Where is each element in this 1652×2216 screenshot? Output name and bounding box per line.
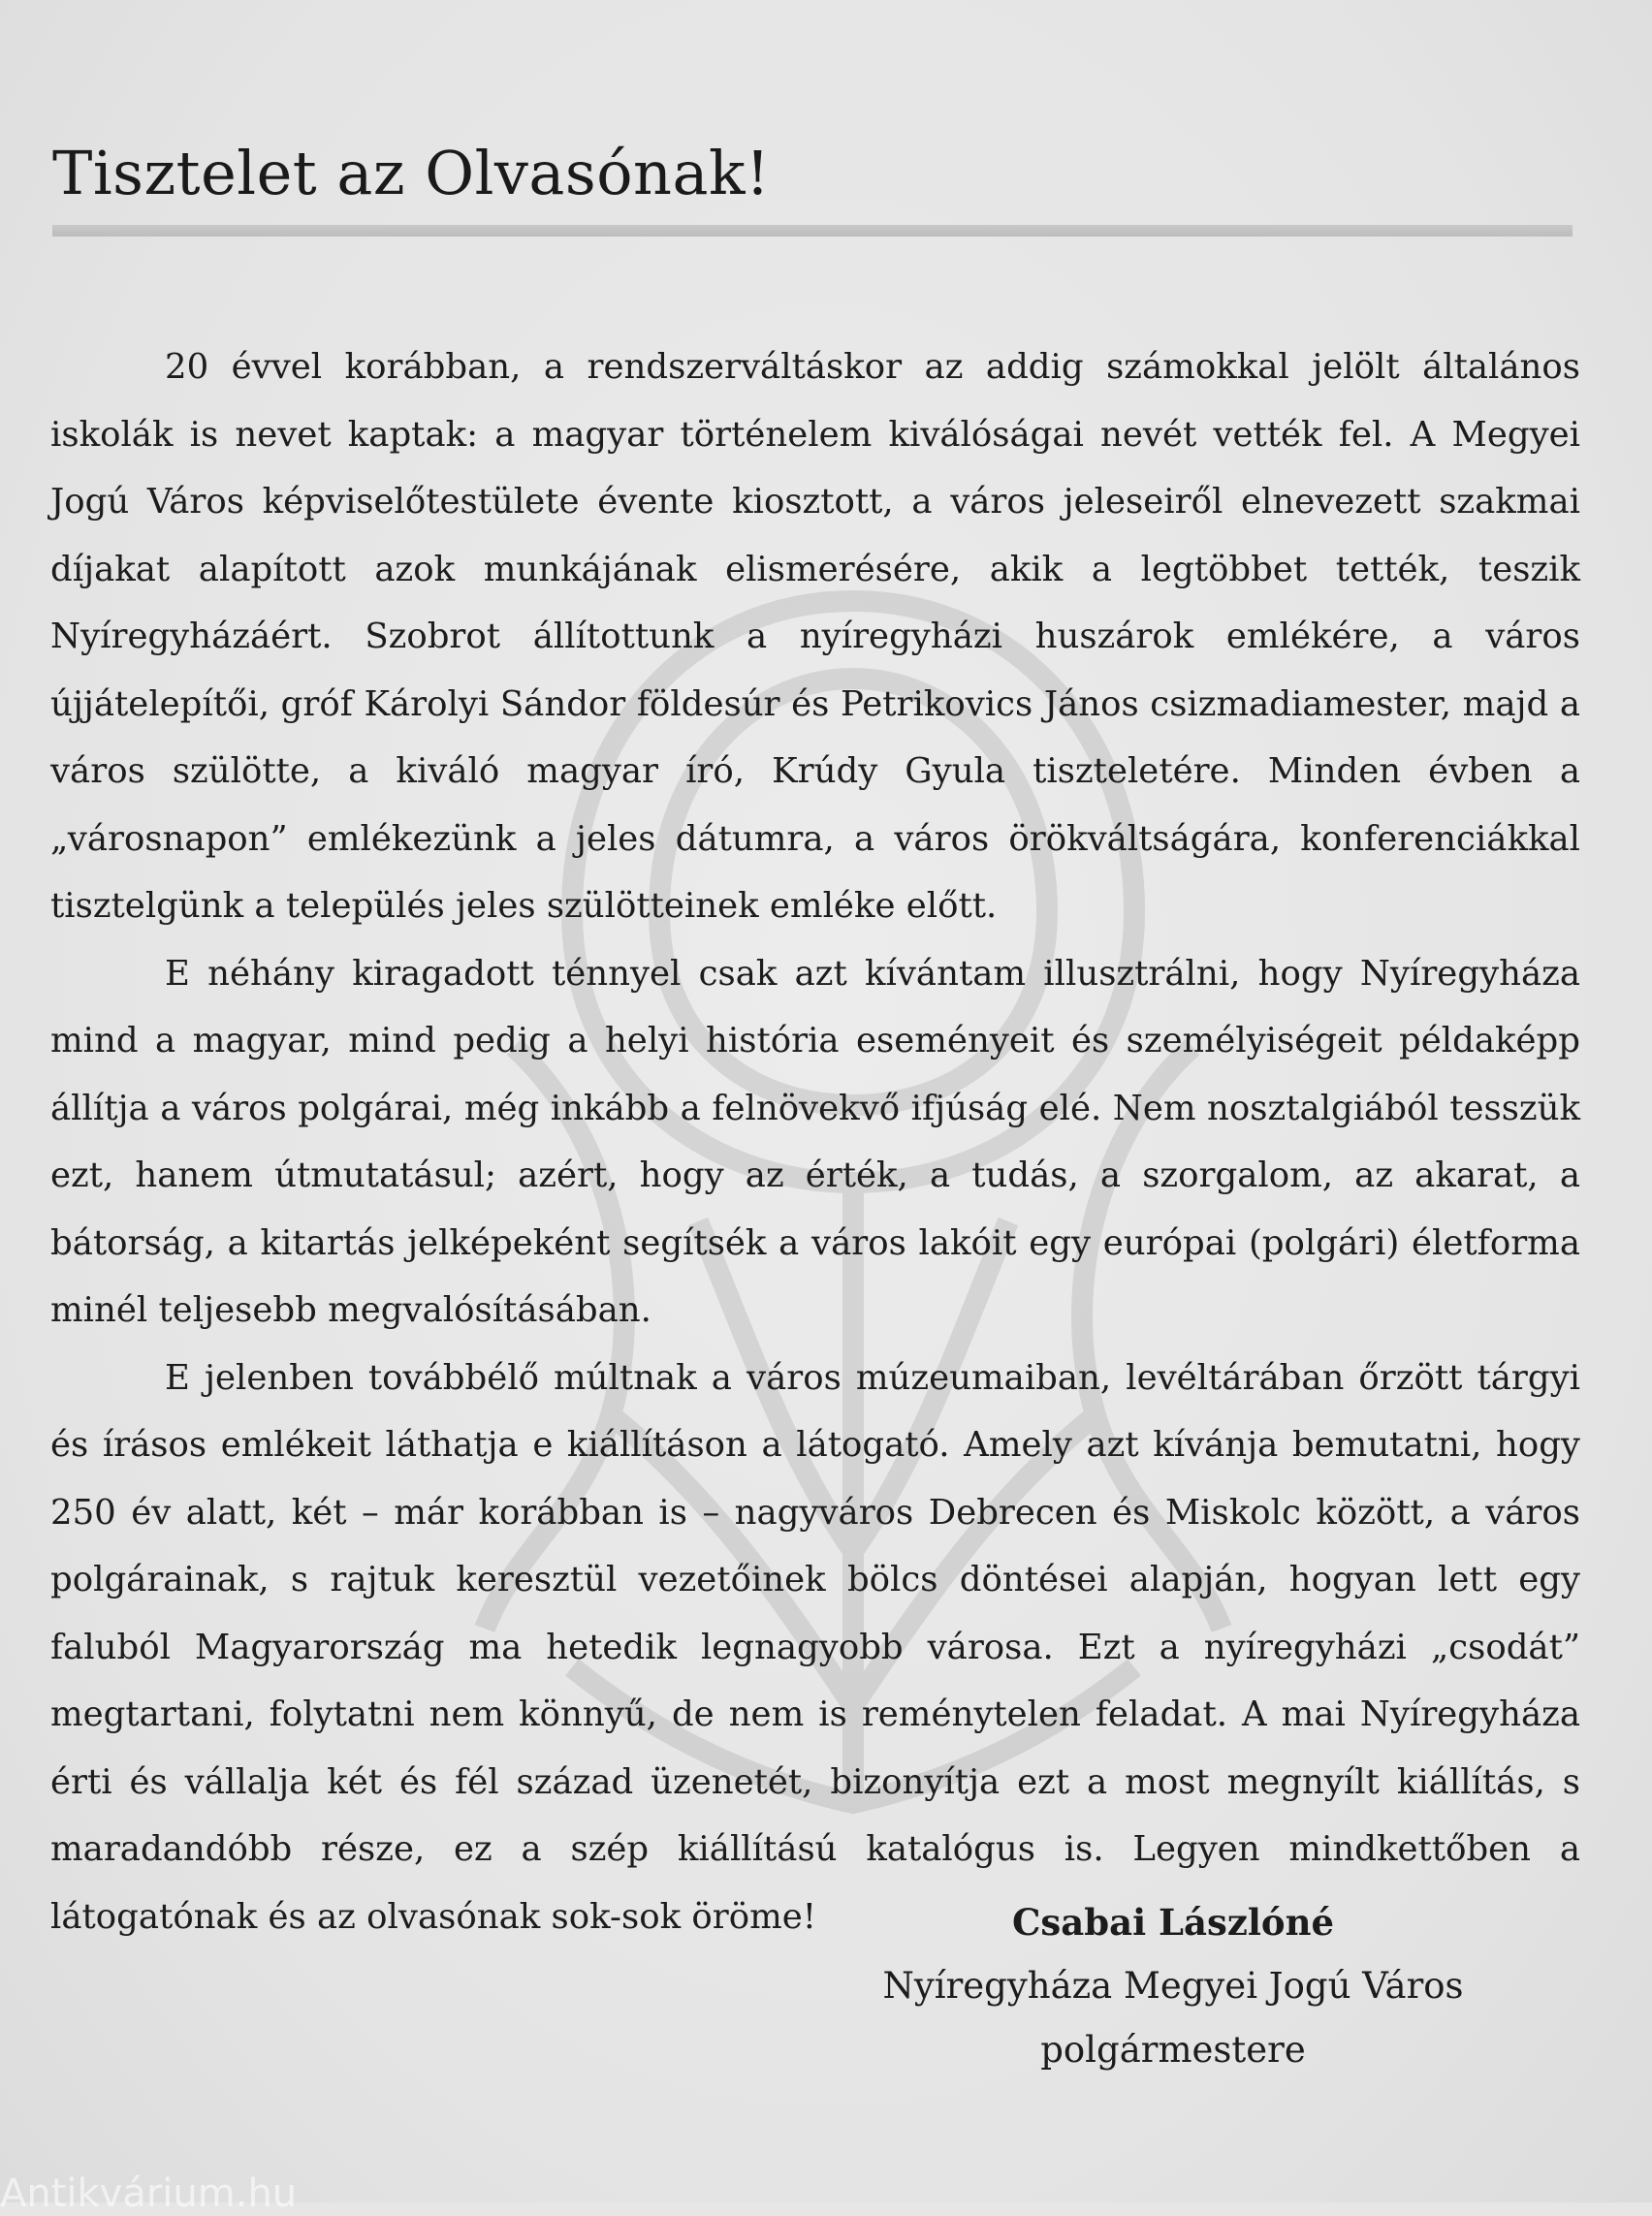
signature-role-line-1: Nyíregyháza Megyei Jogú Város bbox=[882, 1965, 1464, 2007]
signature-name: Csabai Lászlóné bbox=[1011, 1901, 1335, 1944]
footer-watermark: Antikvárium.hu bbox=[0, 2171, 298, 2216]
body-text bbox=[50, 333, 1580, 1950]
page-title: Tisztelet az Olvasónak! bbox=[52, 138, 771, 208]
paragraph-2: E néhány kiragadott ténnyel csak azt kívántam illusztrálni, hogy Nyíregyháza mind a magyar, mind pedig a helyi história eseményeit és személyiségeit példaképp állítja a város polgárai, még inkább a felnövekvő ifjúság elé. Nem nosztalgiából tesszük ezt, hanem útmutatásul; azért, hogy az érték, a tudás, a szorgalom, az akarat, a bátorság, a kitartás jelképeként segítsék a város lakóit egy európai (polgári) életforma minél teljesebb megvalósításában. bbox=[50, 953, 1580, 1330]
paragraph-3: E jelenben továbbélő múltnak a város múzeumaiban, levéltárában őrzött tárgyi és írásos emlékeit láthatja e kiállításon a látogató. Amely azt kívánja bemutatni, hogy 250 év alatt, két – már korábban is – nagyváros Debrecen és Miskolc között, a város polgárainak, s rajtuk keresztül vezetőinek bölcs döntései alapján, hogyan lett egy faluból Magyarország ma hetedik legnagyobb városa. Ezt a nyíregyházi „csodát” megtartani, folytatni nem könnyű, de nem is reménytelen feladat. A mai Nyíregyháza érti és vállalja két és fél század üzenetét, bizonyítja ezt a most megnyílt kiállítás, s maradandóbb része, ez a szép kiállítású katalógus is. Legyen mindkettőben a látogatónak és az olvasónak sok-sok öröme! bbox=[50, 1357, 1580, 1937]
paragraph-1: 20 évvel korábban, a rendszerváltáskor az addig számokkal jelölt általános iskolák is nevet kaptak: a magyar történelem kiválóságai nevét vették fel. A Megyei Jogú Város képviselőtestülete évente kiosztott, a város jeleseiről elnevezett szakmai díjakat alapított azok munkájának elismerésére, akik a legtöbbet tették, teszik Nyíregyházáért. Szobrot állítottunk a nyíregyházi huszárok emlékére, a város újjátelepítői, gróf Károlyi Sándor földesúr és Petrikovics János csizmadiamester, majd a város szülötte, a kiváló magyar író, Krúdy Gyula tiszteletére. Minden évben a „városnapon” emlékezünk a jeles dátumra, a város örökváltságára, konferenciákkal tisztelgünk a település jeles szülötteinek emléke előtt. bbox=[50, 347, 1580, 926]
signature-role-line-2: polgármestere bbox=[1040, 2029, 1306, 2071]
title-divider bbox=[52, 225, 1573, 237]
signature-block bbox=[834, 1890, 1512, 2082]
